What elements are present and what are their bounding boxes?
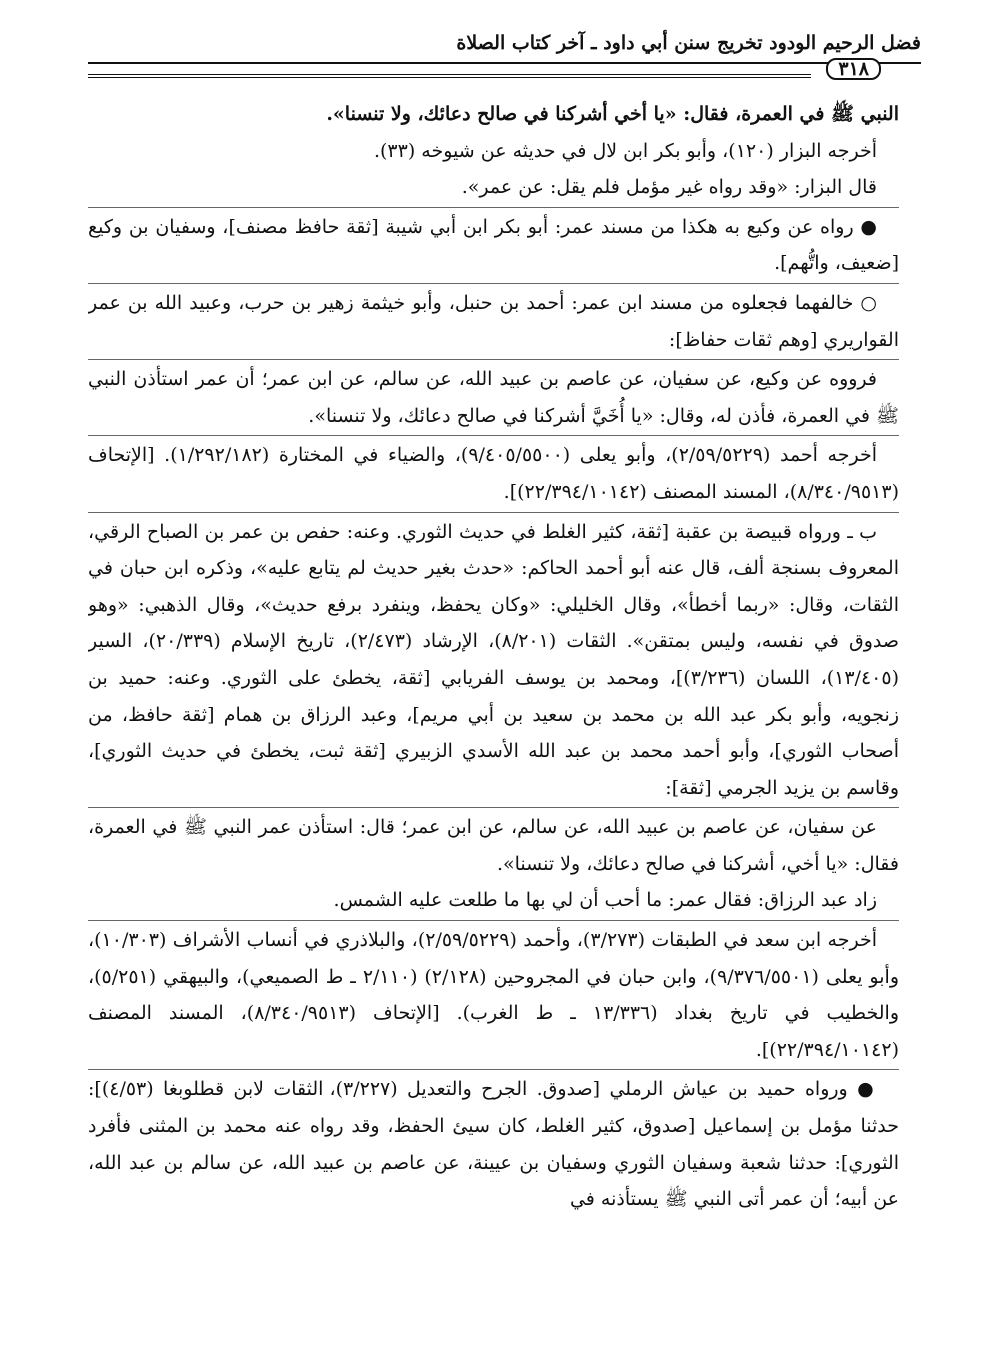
paragraph-7: أخرجه أحمد (٢/٥٩/٥٢٢٩)، وأبو يعلى (٩/٤٠٥/٥٥٠٠)، والضياء في المختارة (١/٢٩٢/١٨٢). [الإتحاف (٨/٣٤٠/٩٥١٣)، المسند المصنف (٢٢/٣٩٤/١٠١٤٢)].: [88, 444, 899, 503]
paragraph-8: ب ـ ورواه قبيصة بن عقبة [ثقة، كثير الغلط في حديث الثوري. وعنه: حفص بن عمر بن الصباح الرقي، المعروف بسنجة ألف، قال عنه أبو أحمد الحاكم: «حدث بغير حديث لم يتابع عليه»، وذكره ابن حبان في الثقات، وقال: «ربما أخطأ»، وقال الخليلي: «وكان يحفظ، وينفرد برفع حديث»، وقال الذهبي: «وهو صدوق في نفسه، وليس بمتقن». الثقات (٨/٢٠١)، الإرشاد (٢/٤٧٣)، تاريخ الإسلام (٢٠/٣٣٩)، السير (١٣/٤٠٥)، اللسان (٣/٢٣٦)]، ومحمد بن يوسف الفريابي [ثقة، يخطئ على الثوري. وعنه: حميد بن زنجويه، وأبو بكر عبد الله بن محمد بن سعيد بن أبي مريم]، وعبد الرزاق بن همام [ثقة حافظ، من أصحاب الثوري]، وأبو أحمد محمد بن عبد الله الأسدي الزبيري [ثقة ثبت، يخطئ في حديث الثوري]، وقاسم بن يزيد الجرمي [ثقة]:: [88, 520, 899, 799]
paragraph-10: زاد عبد الرزاق: فقال عمر: ما أحب أن لي بها ما طلعت عليه الشمس.: [333, 889, 877, 912]
paragraph-4: ● رواه عن وكيع به هكذا من مسند عمر: أبو بكر ابن أبي شيبة [ثقة حافظ مصنف]، وسفيان بن وكيع [ضعيف، واتُّهم].: [88, 215, 899, 275]
separator: [88, 435, 899, 436]
paragraph-2: أخرجه البزار (١٢٠)، وأبو بكر ابن لال في حديثه عن شيوخه (٣٣).: [373, 139, 877, 162]
paragraph-1: النبي ﷺ في العمرة، فقال: «يا أخي أشركنا في صالح دعائك، ولا تنسنا».: [326, 103, 899, 125]
separator: [88, 283, 899, 284]
page-number: ٣١٨: [826, 58, 881, 80]
paragraph-9: عن سفيان، عن عاصم بن عبيد الله، عن سالم، عن ابن عمر؛ قال: استأذن عمر النبي ﷺ في العمرة، فقال: «يا أخي، أشركنا في صالح دعائك، ولا تنسنا».: [88, 816, 899, 875]
header-title: فضل الرحيم الودود تخريج سنن أبي داود ـ آخر كتاب الصلاة: [456, 32, 921, 54]
paragraph-6: فرووه عن وكيع، عن سفيان، عن عاصم بن عبيد الله، عن سالم، عن ابن عمر؛ أن عمر استأذن النبي ﷺ في العمرة، فأذن له، وقال: «يا أُخَيَّ أشركنا في صالح دعائك، ولا تنسنا».: [88, 368, 899, 427]
separator: [88, 512, 899, 513]
separator: [88, 359, 899, 360]
paragraph-3: قال البزار: «وقد رواه غير مؤمل فلم يقل: عن عمر».: [461, 176, 877, 199]
separator: [88, 920, 899, 921]
paragraph-5: ○ خالفهما فجعلوه من مسند ابن عمر: أحمد بن حنبل، وأبو خيثمة زهير بن حرب، وعبيد الله بن عمر القواريري [وهم ثقات حفاظ]:: [88, 291, 899, 351]
separator: [88, 207, 899, 208]
header-double-rule-top: [88, 74, 811, 75]
header-rule: [88, 62, 921, 64]
paragraph-11: أخرجه ابن سعد في الطبقات (٣/٢٧٣)، وأحمد (٢/٥٩/٥٢٢٩)، والبلاذري في أنساب الأشراف (١٠/٣٠٣)، وأبو يعلى (٩/٣٧٦/٥٥٠١)، وابن حبان في المجروحين (٢/١٢٨) (٢/١١٠ ـ ط الصميعي)، والبيهقي (٥/٢٥١)، والخطيب في تاريخ بغداد (١٣/٣٣٦ ـ ط الغرب). [الإتحاف (٨/٣٤٠/٩٥١٣)، المسند المصنف (٢٢/٣٩٤/١٠١٤٢)].: [88, 929, 899, 1061]
separator: [88, 1069, 899, 1070]
header-double-rule-bottom: [88, 77, 811, 78]
separator: [88, 807, 899, 808]
running-header: [88, 28, 921, 78]
body-text: [88, 96, 899, 1336]
page-number-ornament: [826, 58, 881, 80]
paragraph-12: ● ورواه حميد بن عياش الرملي [صدوق. الجرح والتعديل (٣/٢٢٧)، الثقات لابن قطلوبغا (٤/٥٣)]: حدثنا مؤمل بن إسماعيل [صدوق، كثير الغلط، كان سيئ الحفظ، وقد رواه عنه محمد بن المثنى فأفرد الثوري]: حدثنا شعبة وسفيان الثوري وسفيان بن عيينة، عن عاصم بن عبيد الله، عن سالم بن عبد الله، عن أبيه؛ أن عمر أتى النبي ﷺ يستأذنه في: [88, 1078, 899, 1211]
